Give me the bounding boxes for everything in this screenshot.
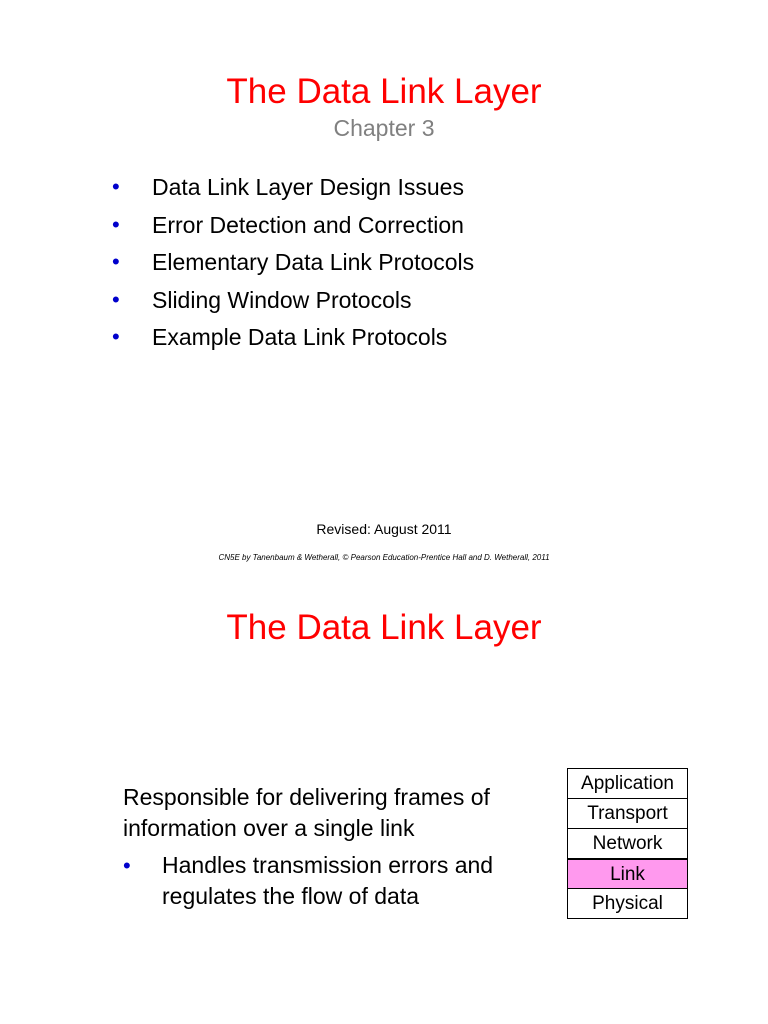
slide-2-body: Responsible for delivering frames of information over a single link — [123, 784, 490, 841]
slide-2-title: The Data Link Layer — [226, 608, 542, 647]
bullet-text: Error Detection and Correction — [152, 211, 464, 238]
layer-application: Application — [567, 768, 688, 799]
slide-1-title: The Data Link Layer — [226, 72, 542, 111]
bullet-icon: • — [112, 174, 120, 199]
layer-network: Network — [567, 828, 688, 859]
layer-link: Link — [567, 858, 688, 889]
bullet-icon: • — [112, 324, 120, 349]
bullet-icon: • — [112, 249, 120, 274]
layer-transport: Transport — [567, 798, 688, 829]
sub-bullet-text: Handles transmission errors and regulates the flow of data — [162, 852, 494, 909]
protocol-stack — [567, 768, 688, 919]
slide-1-subtitle: Chapter 3 — [333, 115, 435, 141]
revised-date: Revised: August 2011 — [316, 521, 452, 537]
layer-physical: Physical — [567, 888, 688, 919]
copyright-notice: CN5E by Tanenbaum & Wetherall, © Pearson Education-Prentice Hall and D. Wetherall, 2011 — [218, 553, 550, 562]
bullet-icon: • — [112, 286, 120, 312]
bullet-text: Sliding Window Protocols — [152, 286, 412, 313]
bullet-icon: • — [123, 853, 131, 878]
slide-2 — [0, 580, 768, 1024]
bullet-icon: • — [112, 211, 120, 237]
bullet-text: Example Data Link Protocols — [152, 324, 448, 350]
bullet-text: Data Link Layer Design Issues — [152, 174, 464, 200]
bullet-text: Elementary Data Link Protocols — [152, 249, 475, 275]
